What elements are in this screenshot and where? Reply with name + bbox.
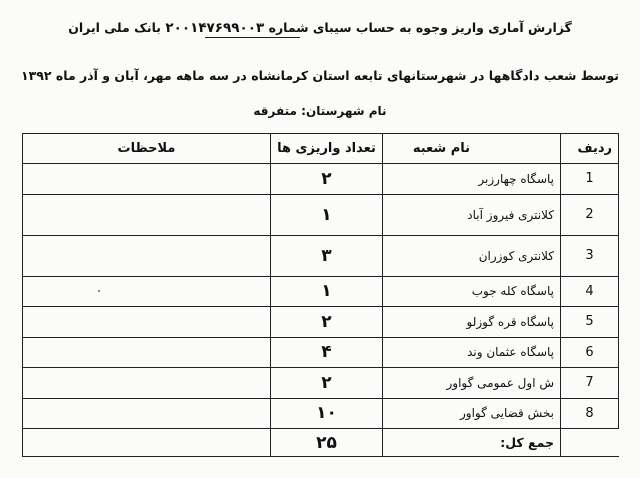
- row-number: 6: [561, 337, 619, 368]
- branch-name: پاسگاه قره گوزلو: [383, 307, 561, 338]
- notes-cell: [23, 398, 271, 429]
- table-row: [23, 276, 619, 307]
- account-number-underline: [205, 37, 300, 38]
- deposit-count: ۲: [271, 164, 383, 195]
- deposit-count: ۱: [271, 194, 383, 235]
- row-number: 7: [561, 368, 619, 399]
- row-number: 1: [561, 164, 619, 195]
- notes-cell: [23, 276, 271, 307]
- deposit-count: ۲: [271, 307, 383, 338]
- deposit-count: ۱۰: [271, 398, 383, 429]
- branch-name: ش اول عمومی گواور: [383, 368, 561, 399]
- scan-speck: [98, 290, 100, 292]
- table-row: [23, 194, 619, 235]
- city-name-label: نام شهرستان: متفرقه: [253, 104, 387, 118]
- branch-name: کلانتری فیروز آباد: [383, 194, 561, 235]
- total-count: ۲۵: [271, 429, 383, 457]
- header-notes: ملاحظات: [23, 134, 271, 164]
- deposit-count: ۱: [271, 276, 383, 307]
- account-number: ۲۰۰۱۴۷۶۹۹۰۰۳: [165, 20, 265, 36]
- notes-cell: [23, 164, 271, 195]
- row-number: 5: [561, 307, 619, 338]
- notes-cell: [23, 307, 271, 338]
- branch-name: بخش قضایی گواور: [383, 398, 561, 429]
- title-prefix: گزارش آماری واریز وجوه به حساب سیبای شماره: [268, 20, 572, 35]
- report-title-line-2: توسط شعب دادگاهها در شهرستانهای تابعه استان کرمانشاه در سه ماهه مهر، آبان و آذر ماه ۱۳۹۲: [21, 68, 619, 83]
- total-row: [23, 429, 619, 457]
- total-notes-cell: [23, 429, 271, 457]
- notes-cell: [23, 368, 271, 399]
- notes-cell: [23, 337, 271, 368]
- header-branch-name: نام شعبه: [383, 134, 561, 164]
- report-title-line-1: [0, 20, 640, 36]
- table-row: [23, 368, 619, 399]
- row-number: 3: [561, 235, 619, 276]
- table-row: [23, 398, 619, 429]
- branch-name: کلانتری کوزران: [383, 235, 561, 276]
- table-row: [23, 307, 619, 338]
- branch-name: پاسگاه کله جوب: [383, 276, 561, 307]
- row-number: 2: [561, 194, 619, 235]
- branch-name: پاسگاه عثمان وند: [383, 337, 561, 368]
- bank-name: بانک ملی ایران: [68, 20, 161, 35]
- deposit-count: ۴: [271, 337, 383, 368]
- branch-name: پاسگاه چهارزبر: [383, 164, 561, 195]
- notes-cell: [23, 235, 271, 276]
- deposit-count: ۳: [271, 235, 383, 276]
- header-deposit-count: تعداد واریزی ها: [271, 134, 383, 164]
- total-spacer: [561, 429, 619, 457]
- total-label: جمع کل:: [383, 429, 561, 457]
- row-number: 4: [561, 276, 619, 307]
- table-row: [23, 164, 619, 195]
- deposit-count: ۲: [271, 368, 383, 399]
- table-header-row: [23, 134, 619, 164]
- table-row: [23, 337, 619, 368]
- notes-cell: [23, 194, 271, 235]
- row-number: 8: [561, 398, 619, 429]
- header-radif: ردیف: [561, 134, 619, 164]
- table-row: [23, 235, 619, 276]
- deposits-table: [22, 133, 619, 457]
